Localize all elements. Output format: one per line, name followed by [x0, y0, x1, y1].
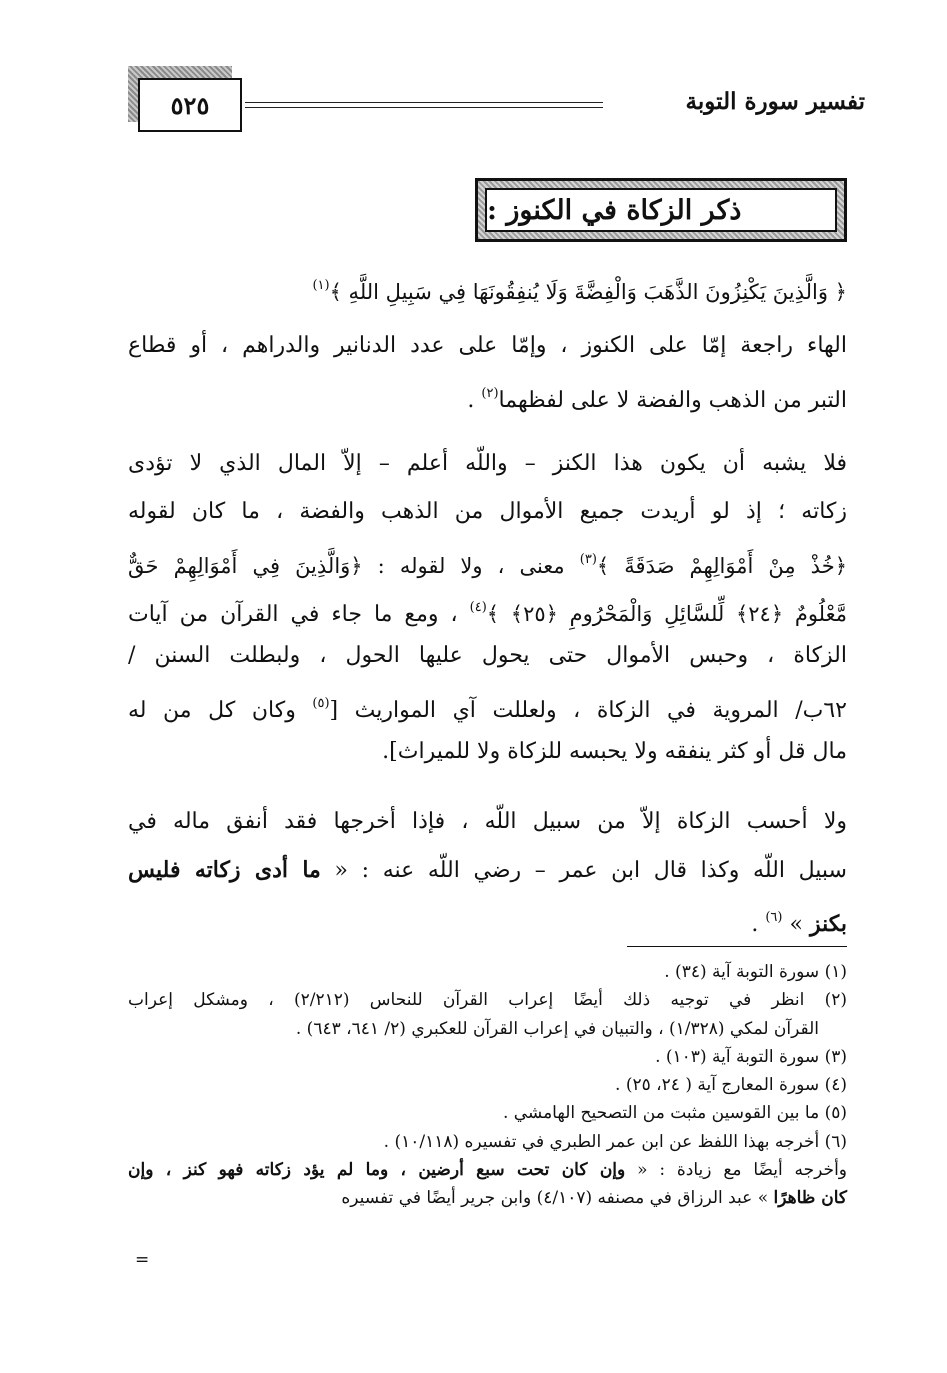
footnote-4: (٤) سورة المعارج آية ( ٢٤، ٢٥) .: [615, 1075, 847, 1096]
text-run: » عبد الرزاق في مصنفه (٤/١٠٧) وابن جرير أيضًا في تفسيره: [341, 1188, 774, 1209]
footnote-6-cont: [128, 1156, 847, 1184]
header-rule-second: [245, 107, 603, 108]
text-run: سبيل اللّه وكذا قال ابن عمر – رضي اللّه عنه : «: [320, 858, 847, 883]
verse-line: [128, 262, 847, 310]
footnote-separator: [627, 946, 847, 947]
running-title: تفسير سورة التوبة: [685, 88, 865, 115]
quran-quote: ﴿خُذْ مِنْ أَمْوَالِهِمْ صَدَقَةً ﴾: [596, 554, 847, 578]
paragraph-line: [128, 370, 847, 418]
paragraph-line: فلا يشبه أن يكون هذا الكنز – واللّه أعلم – إلاّ المال الذي لا تؤدى: [128, 451, 847, 476]
quote-bold: وإن كان تحت سبع أرضين ، وما لم يؤد زكاته فهو كنز ، وإن: [128, 1160, 626, 1181]
footnote-2-cont: القرآن لمكي (١/٣٢٨) ، والتبيان في إعراب القرآن للعكبري (٢/ ٦٤١، ٦٤٣) .: [295, 1018, 819, 1039]
footnote-1: (١) سورة التوبة آية (٣٤) .: [664, 962, 847, 982]
quote-bold: كان ظاهرًا: [773, 1188, 847, 1209]
footnote-2: (٢) انظر في توجيه ذلك أيضًا إعراب القرآن للنحاس (٢/٢١٢) ، ومشكل إعراب: [128, 990, 847, 1011]
paragraph-line: [128, 846, 847, 894]
paragraph-1: [128, 322, 847, 418]
quran-quote: مَّعْلُومٌ ﴿٢٤﴾ لِّلسَّائِلِ وَالْمَحْرُومِ ﴿٢٥﴾ ﴾: [486, 602, 847, 626]
footnotes: [128, 958, 847, 1213]
text-run: وأخرجه أيضًا مع زيادة : «: [625, 1160, 847, 1181]
continuation-mark: =: [135, 1250, 150, 1270]
page-number: ٥٢٥: [138, 78, 242, 132]
paragraph-line: الزكاة ، وحبس الأموال حتى يحول عليها الحول ، ولبطلت السنن /: [128, 643, 847, 668]
text-run: .: [467, 388, 482, 413]
text-run: معنى ، ولا لقوله : ﴿وَالَّذِينَ فِي أَمْوَالِهِمْ حَقٌّ: [128, 554, 580, 578]
paragraph-line: مال قل أو كثر ينفقه ولا يحبسه للزكاة ولا للميراث].: [382, 739, 847, 764]
text-run: ، ومع ما جاء في القرآن من آيات: [128, 602, 470, 627]
paragraph-line: الهاء راجعة إمّا على الكنوز ، وإمّا على عدد الدنانير والدراهم ، أو قطاع: [128, 333, 847, 358]
text-run: »: [782, 912, 810, 937]
quran-verse: [128, 262, 847, 310]
footnote-ref-2: (٢): [481, 386, 499, 401]
footnote-6: (٦) أخرجه بهذا اللفظ عن ابن عمر الطبري في تفسيره (١٠/١١٨) .: [383, 1131, 847, 1152]
footnote-6-cont: [128, 1184, 847, 1212]
paragraph-3: [128, 798, 847, 942]
text-run: .: [751, 912, 766, 937]
text-run: التبر من الذهب والفضة لا على لفظهما: [498, 388, 847, 413]
footnote-ref-6: (٦): [765, 910, 783, 925]
quote-bold: بكنز: [809, 911, 847, 937]
verse-text: ﴿ وَالَّذِينَ يَكْنِزُونَ الذَّهَبَ وَالْفِضَّةَ وَلَا يُنفِقُونَهَا فِي سَبِيلِ اللَّهِ ﴾: [329, 280, 847, 304]
paragraph-line: [128, 680, 847, 728]
paragraph-line: زكاته ؛ إذ لو أريدت جميع الأموال من الذهب والفضة ، ما كان لقوله: [128, 499, 847, 524]
footnote-ref-1: (١): [312, 278, 330, 293]
text-run: ٦٢ب/ المروية في الزكاة ، ولعللت آي المواريث [: [329, 698, 847, 723]
paragraph-line: [128, 536, 847, 584]
paragraph-line: ولا أحسب الزكاة إلاّ من سبيل اللّه ، فإذا أخرجها فقد أنفق ماله في: [128, 809, 847, 834]
section-heading: ذكر الزكاة في الكنوز :: [485, 188, 837, 232]
paragraph-2: [128, 440, 847, 776]
header-rule: [245, 102, 603, 103]
footnote-ref-5: (٥): [312, 696, 330, 711]
quote-bold: ما أدى زكاته فليس: [128, 857, 321, 883]
footnote-ref-3: (٣): [579, 552, 597, 567]
paragraph-line: [128, 894, 847, 942]
footnote-3: (٣) سورة التوبة آية (١٠٣) .: [655, 1046, 847, 1067]
paragraph-line: [128, 584, 847, 632]
section-heading-frame: [475, 178, 847, 242]
footnote-5: (٥) ما بين القوسين مثبت من التصحيح الهامشي .: [502, 1103, 847, 1124]
text-run: وكان كل من له: [128, 698, 313, 723]
footnote-ref-4: (٤): [469, 600, 487, 615]
